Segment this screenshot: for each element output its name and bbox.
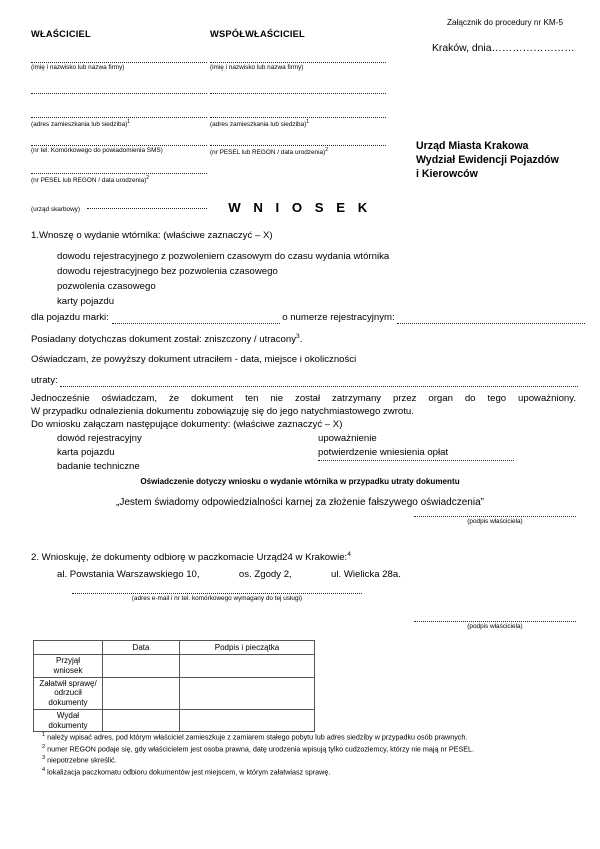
attachment-reference: Załącznik do procedury nr KM-5 <box>447 18 564 27</box>
coowner-field-address[interactable] <box>210 117 386 129</box>
coowner-address-line[interactable] <box>210 117 386 118</box>
owner-phone-caption: (nr tel. Komórkowego do powiadomienia SMS) <box>31 147 163 154</box>
section1-paragraph-2: W przypadku odnalezienia dokumentu zobowiązuję się do jego natychmiastowego zwrotu. <box>31 406 414 417</box>
owner-signature-block-2[interactable] <box>414 621 576 631</box>
coowner-pesel-caption-text: (nr PESEL lub REGON / data urodzenia) <box>210 149 326 157</box>
table-row-label-line-0: Przyjął <box>55 656 80 665</box>
table-row-label-przyjal-wniosek <box>34 655 103 678</box>
footnote-1 <box>42 731 582 743</box>
office-line-3: i Kierowców <box>416 167 478 180</box>
owner-field-address[interactable] <box>31 117 207 129</box>
owner-signature-line-2[interactable] <box>414 621 576 622</box>
owner-field-name[interactable] <box>31 62 207 72</box>
section1-heading: 1.Wnoszę o wydanie wtórnika: (właściwe zaznaczyć – X) <box>31 230 273 241</box>
owner-pesel-line[interactable] <box>31 173 207 174</box>
footnote-3 <box>42 754 582 766</box>
attachment-other-field[interactable] <box>318 460 514 461</box>
footnote-2 <box>42 743 582 755</box>
owner-address-footnote-marker: 1 <box>127 119 131 125</box>
footnote-2-marker: 2 <box>42 743 46 750</box>
owner-field-phone[interactable] <box>31 145 207 155</box>
owner-address-caption <box>31 119 207 129</box>
coowner-name-line[interactable] <box>210 62 386 63</box>
table-cell-date-1[interactable] <box>103 677 180 709</box>
section1-option-3[interactable]: karty pojazdu <box>57 296 115 307</box>
owner-pesel-caption-text: (nr PESEL lub REGON / data urodzenia) <box>31 177 147 185</box>
vehicle-make-row <box>31 312 585 324</box>
email-phone-line[interactable] <box>72 593 362 594</box>
plate-input[interactable] <box>397 314 585 324</box>
document-status-text: Posiadany dotychczas dokument został: zniszczony / utracony <box>31 334 297 346</box>
table-row-label-wydal-dokumenty <box>34 709 103 732</box>
office-line-1: Urząd Miasta Krakowa <box>416 140 529 152</box>
office-addressee <box>416 140 559 182</box>
vehicle-make-input[interactable] <box>112 314 280 324</box>
document-title: W N I O S E K <box>228 200 372 215</box>
office-line-2: Wydział Ewidencji Pojazdów <box>416 153 559 166</box>
place-date-dots[interactable]: …………………… <box>491 43 575 54</box>
section2-heading-text: 2. Wnioskuję, że dokumenty odbiorę w paczkomacie Urząd24 w Krakowie: <box>31 552 348 564</box>
owner-name-line[interactable] <box>31 62 207 63</box>
table-row-label-line-1: dokumenty <box>48 720 88 730</box>
footnote-4-text: lokalizacja paczkomatu odbioru dokumentów jest miejscem, w którym załatwiasz sprawę. <box>47 767 331 777</box>
office-registry-table <box>33 640 315 732</box>
owner-address-line[interactable] <box>31 117 207 118</box>
paczkomat-location-1[interactable]: os. Zgody 2, <box>238 569 292 580</box>
declaration-heading: Oświadczenie dotyczy wniosku o wydanie wtórnika w przypadku utraty dokumentu <box>140 477 460 486</box>
owner-address-caption-text: (adres zamieszkania lub siedziba) <box>31 121 128 129</box>
table-row <box>34 655 315 678</box>
section1-option-0[interactable]: dowodu rejestracyjnego z pozwoleniem czasowym do czasu wydania wtórnika <box>57 251 390 262</box>
owner-field-pesel[interactable] <box>31 173 207 185</box>
loss-details-input[interactable] <box>60 377 578 387</box>
owner-column-title: WŁAŚCICIEL <box>31 29 91 39</box>
coowner-pesel-line[interactable] <box>210 145 386 146</box>
attachment-option-potwierdzenie-oplat[interactable]: potwierdzenie wniesienia opłat <box>318 447 449 458</box>
attachment-option-karta-pojazdu[interactable]: karta pojazdu <box>57 447 115 458</box>
section1-option-1[interactable]: dowodu rejestracyjnego bez pozwolenia czasowego <box>57 266 278 277</box>
owner-extra-line[interactable] <box>31 93 207 94</box>
section1-paragraph-1: Jednocześnie oświadczam, że dokument ten nie został zatrzymany przez organ do tego upoważniony. <box>31 393 576 404</box>
plate-label: o numerze rejestracyjnym: <box>282 312 395 323</box>
table-row <box>34 709 315 732</box>
table-row <box>34 677 315 709</box>
document-status-footnote-marker: 3 <box>296 333 300 340</box>
table-row-label-line-1: wniosek <box>53 665 83 675</box>
declaration-quote: „Jestem świadomy odpowiedzialności karnej za złożenie fałszywego oświadczenia” <box>116 497 484 508</box>
coowner-pesel-footnote-marker: 2 <box>325 147 328 153</box>
owner-signature-caption-2: (podpis właściciela) <box>467 623 523 630</box>
loss-details-label: utraty: <box>31 375 58 386</box>
section2-footnote-marker: 4 <box>347 551 351 558</box>
table-cell-date-2[interactable] <box>103 709 180 732</box>
vehicle-make-label: dla pojazdu marki: <box>31 312 109 323</box>
paczkomat-location-2[interactable]: ul. Wielicka 28a. <box>331 569 401 580</box>
section2-heading <box>31 551 351 564</box>
owner-name-caption: (imię i nazwisko lub nazwa firmy) <box>31 64 125 71</box>
owner-field-extra[interactable] <box>31 93 207 95</box>
table-cell-date-0[interactable] <box>103 655 180 678</box>
document-status-line: Posiadany dotychczas dokument został: zniszczony / utracony$^3$. <box>31 333 303 346</box>
owner-signature-caption-1: (podpis właściciela) <box>467 518 523 525</box>
place-date-label: Kraków, dnia <box>432 43 492 54</box>
table-cell-signature-0[interactable] <box>180 655 315 678</box>
loss-declaration-line: Oświadczam, że powyższy dokument utraciłem - data, miejsce i okoliczności <box>31 354 357 365</box>
coowner-field-pesel[interactable] <box>210 145 386 157</box>
paczkomat-location-0[interactable]: al. Powstania Warszawskiego 10, <box>57 569 200 580</box>
owner-signature-block-1[interactable] <box>414 516 576 526</box>
table-row-label-line-1: odrzucił <box>54 688 82 698</box>
footnote-1-text: należy wpisać adres, pod którym właściciel zamieszkuje z zamiarem stałego pobytu lub adres siedziby w przypadku osób prawnych. <box>47 732 468 742</box>
table-cell-signature-1[interactable] <box>180 677 315 709</box>
table-header-row <box>34 641 315 655</box>
table-row-label-zalatwil-sprawe <box>34 677 103 709</box>
owner-signature-line-1[interactable] <box>414 516 576 517</box>
place-and-date <box>432 42 575 55</box>
table-header-blank <box>34 641 103 655</box>
email-phone-field[interactable] <box>72 593 362 603</box>
email-phone-caption: (adres e-mail i nr tel. komórkowego wymagany do tej usługi) <box>131 595 303 602</box>
coowner-field-name[interactable] <box>210 62 386 72</box>
owner-phone-line[interactable] <box>31 145 207 146</box>
attachments-heading: Do wniosku załączam następujące dokumenty: (właściwe zaznaczyć – X) <box>31 419 343 430</box>
attachment-option-badanie-techniczne[interactable]: badanie techniczne <box>57 461 140 472</box>
coowner-address-caption <box>210 119 386 129</box>
attachment-option-dowod-rejestracyjny[interactable]: dowód rejestracyjny <box>57 433 142 444</box>
coowner-extra-line[interactable] <box>210 93 386 94</box>
attachment-option-upowaznienie[interactable]: upoważnienie <box>318 433 377 444</box>
coowner-address-caption-text: (adres zamieszkania lub siedziba) <box>210 121 307 129</box>
owner-pesel-footnote-marker: 2 <box>146 175 149 181</box>
footnote-3-marker: 3 <box>42 755 46 762</box>
table-row-label-line-2: dokumenty <box>48 698 88 707</box>
paczkomat-locations <box>57 569 401 581</box>
coowner-name-caption: (imię i nazwisko lub nazwa firmy) <box>210 64 304 71</box>
footnote-4 <box>42 766 582 778</box>
coowner-field-extra[interactable] <box>210 93 386 95</box>
table-cell-signature-2[interactable] <box>180 709 315 732</box>
section1-option-2[interactable]: pozwolenia czasowego <box>57 281 156 292</box>
attachment-other-line[interactable] <box>318 460 514 461</box>
loss-details-row <box>31 375 578 387</box>
footnote-2-text: numer REGON podaje się, gdy właścicielem jest osoba prawna, datę urodzenia wpisują tylko cudzoziemcy, którzy nie mają nr PESEL. <box>47 743 475 753</box>
table-row-label-line-0: Załatwił sprawę/ <box>39 678 97 688</box>
coowner-pesel-caption <box>210 147 386 157</box>
footnote-3-text: niepotrzebne skreślić. <box>47 755 117 765</box>
coowner-address-footnote-marker: 1 <box>306 119 310 125</box>
tax-office-caption: (urząd skarbowy) <box>31 206 81 213</box>
coowner-column-title: WSPÓŁWŁAŚCICIEL <box>210 29 305 39</box>
table-row-label-line-0: Wydał <box>56 710 80 720</box>
footnote-4-marker: 4 <box>42 766 46 773</box>
table-header-signature: Podpis i pieczątka <box>180 641 315 655</box>
owner-pesel-caption <box>31 175 207 185</box>
footnotes <box>42 731 582 777</box>
table-header-data: Data <box>103 641 180 655</box>
footnote-1-marker: 1 <box>42 732 46 738</box>
